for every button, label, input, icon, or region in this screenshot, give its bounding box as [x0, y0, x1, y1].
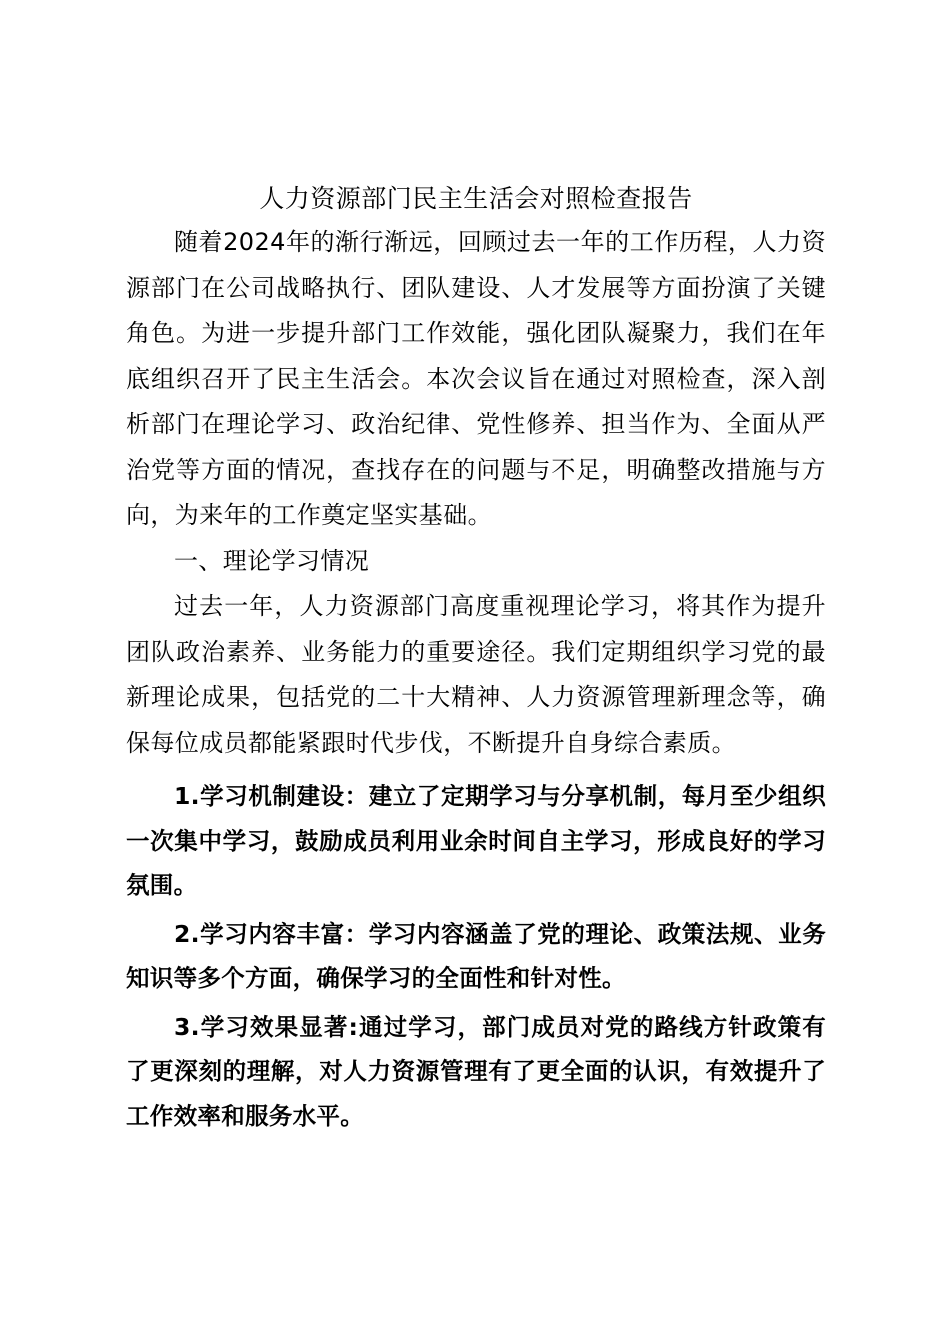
section-heading-theory-study: 一、理论学习情况: [174, 546, 370, 575]
document-body: [126, 178, 826, 1138]
document-title: 人力资源部门民主生活会对照检查报告: [259, 184, 693, 213]
list-item-study-effect: 3.学习效果显著:通过学习，部门成员对党的路线方针政策有了更深刻的理解，对人力资源管理有了更全面的认识，有效提升了工作效率和服务水平。: [126, 1012, 826, 1130]
list-item-study-content: 2.学习内容丰富：学习内容涵盖了党的理论、政策法规、业务知识等多个方面，确保学习的全面性和针对性。: [126, 919, 826, 992]
section-paragraph-theory-study: 过去一年，人力资源部门高度重视理论学习，将其作为提升团队政治素养、业务能力的重要途径。我们定期组织学习党的最新理论成果，包括党的二十大精神、人力资源管理新理念等，确保每位成员都能紧跟时代步伐，不断提升自身综合素质。: [126, 592, 826, 757]
list-item-study-mechanism: 1.学习机制建设：建立了定期学习与分享机制，每月至少组织一次集中学习，鼓励成员利用业余时间自主学习，形成良好的学习氛围。: [126, 782, 826, 899]
intro-paragraph: 随着2024年的渐行渐远，回顾过去一年的工作历程，人力资源部门在公司战略执行、团队建设、人才发展等方面扮演了关键角色。为进一步提升部门工作效能，强化团队凝聚力，我们在年底组织召开了民主生活会。本次会议旨在通过对照检查，深入剖析部门在理论学习、政治纪律、党性修养、担当作为、全面从严治党等方面的情况，查找存在的问题与不足，明确整改措施与方向，为来年的工作奠定坚实基础。: [126, 228, 826, 529]
